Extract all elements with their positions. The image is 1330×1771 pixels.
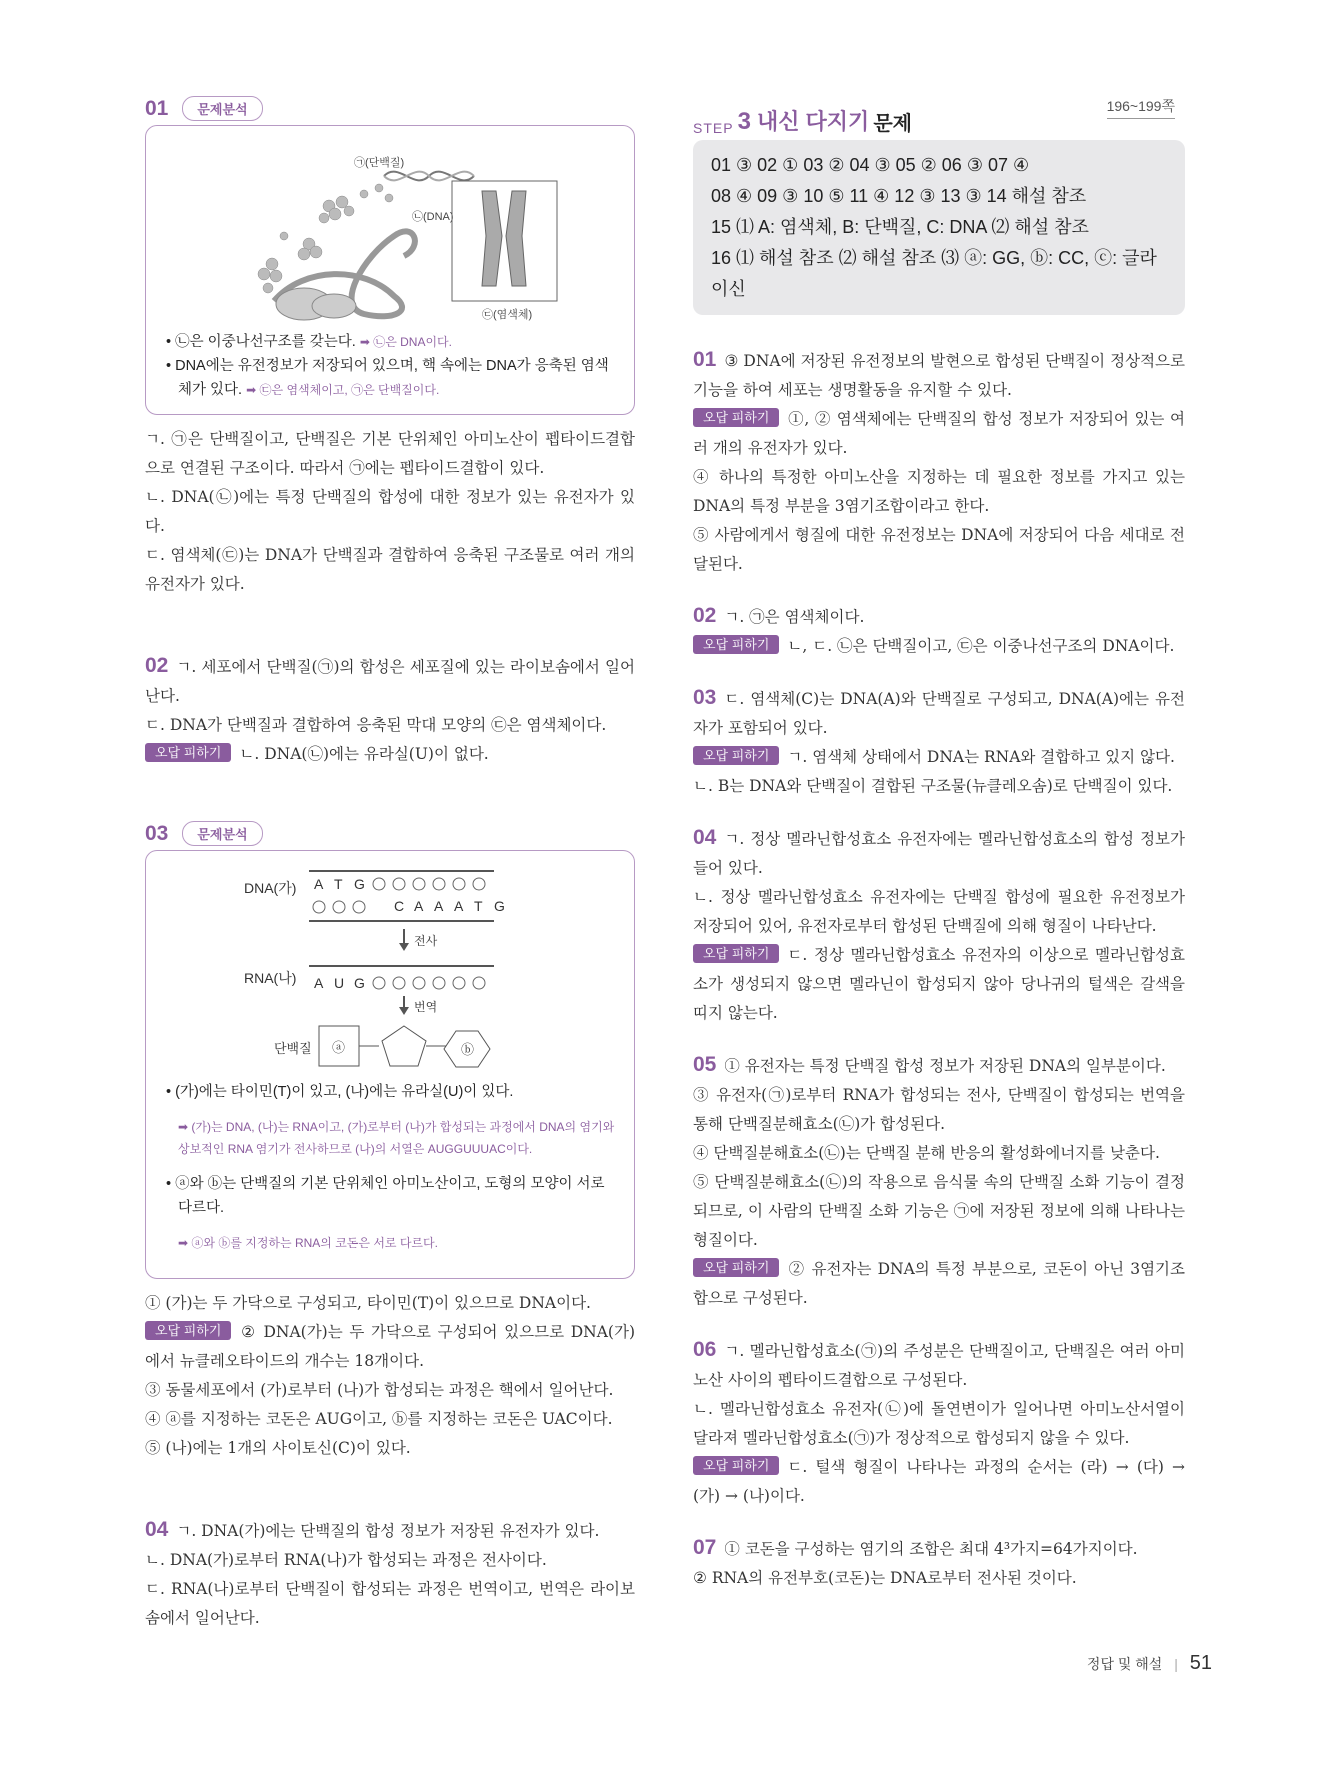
r-q06-number: 06	[693, 1338, 717, 1361]
arrow-head	[399, 1007, 409, 1015]
rna-base: A	[314, 975, 324, 991]
dna-base: G	[494, 898, 505, 914]
analysis-pill: 문제분석	[182, 821, 262, 846]
bullet-text: • DNA에는 유전정보가 저장되어 있으며, 핵 속에는 DNA가 응축된 염색체가 있다.	[166, 358, 609, 398]
r-q01-para-1	[693, 345, 1185, 405]
wrong-answer-tag: 오답 피하기	[693, 635, 779, 654]
dna-base: C	[394, 898, 405, 914]
wrong-answer-tag: 오답 피하기	[145, 1321, 231, 1340]
q02-number: 02	[145, 654, 169, 677]
q01-number: 01	[145, 96, 169, 120]
amino-b-mark: ⓑ	[461, 1042, 475, 1057]
dna-label: DNA(가)	[244, 880, 297, 896]
r-q05-avoid	[693, 1255, 1185, 1313]
footer-divider: |	[1174, 1656, 1178, 1672]
r-q07-para-1	[693, 1533, 1185, 1564]
dna-base: A	[314, 876, 324, 892]
q02-para-2: ㄷ. DNA가 단백질과 결합하여 응축된 막대 모양의 ㉢은 염색체이다.	[145, 716, 607, 734]
r-q03-text: ㄷ. 염색체(C)는 DNA(A)와 단백질로 구성되고, DNA(A)에는 유전자가 포함되어 있다.	[693, 690, 1185, 737]
answer-row: 15 ⑴ A: 염색체, B: 단백질, C: DNA ⑵ 해설 참조	[711, 217, 1089, 237]
q03-header	[145, 821, 635, 846]
solenoid	[276, 288, 356, 320]
footer-label: 정답 및 해설	[1086, 1656, 1163, 1672]
dna-base: T	[474, 898, 483, 914]
q02-text-1: ㄱ. 세포에서 단백질(㉠)의 합성은 세포질에 있는 라이보솜에서 일어난다.	[145, 658, 635, 705]
dna-base: T	[334, 876, 343, 892]
analysis-pill: 문제분석	[182, 96, 262, 121]
r-q01-para-4: ⑤ 사람에게서 형질에 대한 유전정보는 DNA에 저장되어 다음 세대로 전달된다.	[693, 526, 1185, 573]
r-q05-para-4: ⑤ 단백질분해효소(㉡)의 작용으로 음식물 속의 단백질 소화 기능이 결정되므로, 이 사람의 단백질 소화 기능은 ㉠에 저장된 정보에 의해 나타나는 형질이다.	[693, 1173, 1185, 1249]
r-q03-avoid	[693, 743, 1185, 772]
q01-bullet-1	[164, 330, 616, 354]
r-q04-para-1	[693, 823, 1185, 883]
wrong-answer-tag: 오답 피하기	[693, 1456, 779, 1475]
q03-bullet-1: • (가)에는 타이민(T)이 있고, (나)에는 유라실(U)이 있다.	[166, 1084, 514, 1100]
r-q05-text: ① 유전자는 특정 단백질 합성 정보가 저장된 DNA의 일부분이다.	[724, 1057, 1166, 1075]
rna-base: G	[354, 975, 365, 991]
bullet-note: ➡ ㉢은 염색체이고, ㉠은 단백질이다.	[246, 383, 440, 397]
dna-base: G	[354, 876, 365, 892]
q03-note-1: ➡ (가)는 DNA, (나)는 RNA이고, (가)로부터 (나)가 합성되는 과정에서 DNA의 염기와 상보적인 RNA 염기가 전사하므로 (나)의 서열은 AUGGUUUAC이다.	[178, 1120, 615, 1156]
q04-para-3: ㄷ. RNA(나)로부터 단백질이 합성되는 과정은 번역이고, 번역은 라이보솜에서 일어난다.	[145, 1580, 635, 1627]
r-q01-para-3: ④ 하나의 특정한 아미노산을 지정하는 데 필요한 정보를 가지고 있는 DNA의 특정 부분을 3염기조합이라고 한다.	[693, 468, 1185, 515]
r-q04-avoid-text: ㄷ. 정상 멜라닌합성효소 유전자의 이상으로 멜라닌합성효소가 생성되지 않으면 멜라닌이 합성되지 않아 당나귀의 털색은 갈색을 띠지 않는다.	[693, 946, 1185, 1022]
r-q07-para-2: ② RNA의 유전부호(코돈)는 DNA로부터 전사된 것이다.	[693, 1569, 1077, 1587]
q01-analysis-box	[145, 125, 635, 415]
q01-para-3: ㄷ. 염색체(㉢)는 DNA가 단백질과 결합하여 응축된 구조물로 여러 개의 유전자가 있다.	[145, 546, 635, 593]
chromosome-frame	[452, 181, 557, 301]
dna-base: A	[414, 898, 424, 914]
q02-avoid-text: ㄴ. DNA(㉡)에는 유라실(U)이 없다.	[239, 745, 489, 763]
r-q04-avoid	[693, 941, 1185, 1028]
r-q03-number: 03	[693, 686, 717, 709]
r-q06-avoid	[693, 1453, 1185, 1511]
r-q05-number: 05	[693, 1053, 717, 1076]
bullet-text: • ㉡은 이중나선구조를 갖는다.	[166, 334, 356, 350]
step-title-suffix: 문제	[873, 113, 912, 135]
page-number: 51	[1189, 1652, 1212, 1674]
r-q06-avoid-text: ㄷ. 털색 형질이 나타나는 과정의 순서는 (라) → (다) → (가) → (나)이다.	[693, 1458, 1185, 1505]
r-q06-para-2: ㄴ. 멜라닌합성효소 유전자(㉡)에 돌연변이가 일어나면 아미노산서열이 달라져 멜라닌합성효소(㉠)가 정상적으로 합성되지 않을 수 있다.	[693, 1400, 1185, 1447]
wrong-answer-tag: 오답 피하기	[693, 944, 779, 963]
r-q01-text: ③ DNA에 저장된 유전정보의 발현으로 합성된 단백질이 정상적으로 기능을 하여 세포는 생명활동을 유지할 수 있다.	[693, 352, 1185, 399]
q04-text-1: ㄱ. DNA(가)에는 단백질의 합성 정보가 저장된 유전자가 있다.	[176, 1522, 600, 1540]
chromosome-shape	[482, 191, 526, 286]
transcription-label: 전사	[414, 934, 438, 948]
transcription-figure	[164, 861, 614, 1076]
label-dna: ㉡(DNA)	[412, 211, 454, 223]
r-q03-para-3: ㄴ. B는 DNA와 단백질이 결합된 구조물(뉴클레오솜)로 단백질이 있다.	[693, 777, 1173, 795]
r-q02-para-1	[693, 601, 1185, 632]
step-header	[693, 96, 1185, 136]
q03-bullet-2: • ⓐ와 ⓑ는 단백질의 기본 단위체인 아미노산이고, 도형의 모양이 서로 다르다.	[166, 1176, 605, 1216]
q03-para-3: ③ 동물세포에서 (가)로부터 (나)가 합성되는 과정은 핵에서 일어난다.	[145, 1381, 614, 1399]
answer-key-box	[693, 140, 1185, 315]
rna-empty-bases	[373, 977, 485, 989]
q04-para-1	[145, 1515, 635, 1546]
left-column	[145, 96, 635, 1633]
dna-base: A	[434, 898, 444, 914]
q03-note-2: ➡ ⓐ와 ⓑ를 지정하는 RNA의 코돈은 서로 다르다.	[178, 1236, 438, 1250]
step-number: 3	[737, 108, 751, 135]
r-q02-text: ㄱ. ㉠은 염색체이다.	[724, 608, 865, 626]
wrong-answer-tag: 오답 피하기	[693, 746, 779, 765]
r-q05-para-1	[693, 1050, 1185, 1081]
r-q03-avoid-text: ㄱ. 염색체 상태에서 DNA는 RNA와 결합하고 있지 않다.	[787, 748, 1175, 766]
r-q03-para-1	[693, 683, 1185, 743]
protein-label: 단백질	[274, 1041, 312, 1056]
q03-number: 03	[145, 821, 169, 845]
r-q01-number: 01	[693, 348, 717, 371]
wrong-answer-tag: 오답 피하기	[693, 408, 779, 427]
r-q02-number: 02	[693, 604, 717, 627]
r-q01-avoid-text: ①, ② 염색체에는 단백질의 합성 정보가 저장되어 있는 여러 개의 유전자가 있다.	[693, 410, 1185, 457]
page-footer	[1087, 1652, 1212, 1675]
q02-avoid	[145, 740, 635, 769]
answer-row: 08 ④ 09 ③ 10 ⑤ 11 ④ 12 ③ 13 ③ 14 해설 참조	[711, 186, 1087, 206]
q03-avoid-text: ② DNA(가)는 두 가닥으로 구성되어 있으므로 DNA(가)에서 뉴클레오타이드의 개수는 18개이다.	[145, 1323, 635, 1370]
wrong-answer-tag: 오답 피하기	[145, 743, 231, 762]
r-q05-avoid-text: ② 유전자는 DNA의 특정 부분으로, 코돈이 아닌 3염기조합으로 구성된다.	[693, 1260, 1185, 1307]
r-q06-text: ㄱ. 멜라닌합성효소(㉠)의 주성분은 단백질이고, 단백질은 여러 아미노산 사이의 펩타이드결합으로 구성된다.	[693, 1342, 1185, 1389]
arrow-head	[399, 943, 409, 951]
q01-bullet-2	[164, 354, 616, 402]
q01-para-2: ㄴ. DNA(㉡)에는 특정 단백질의 합성에 대한 정보가 있는 유전자가 있다.	[145, 488, 635, 535]
dna-base: A	[454, 898, 464, 914]
rna-label: RNA(나)	[244, 970, 297, 986]
q03-avoid	[145, 1318, 635, 1376]
r-q02-avoid	[693, 632, 1185, 661]
amino-a-mark: ⓐ	[332, 1040, 346, 1055]
page-range: 196~199쪽	[1107, 96, 1175, 119]
dna-chromosome-figure	[164, 136, 614, 326]
r-q07-number: 07	[693, 1536, 717, 1559]
r-q05-para-2: ③ 유전자(㉠)로부터 RNA가 합성되는 전사, 단백질이 합성되는 번역을 통해 단백질분해효소(㉡)가 합성된다.	[693, 1086, 1185, 1133]
q01-para-1: ㄱ. ㉠은 단백질이고, 단백질은 기본 단위체인 아미노산이 펩타이드결합으로 연결된 구조이다. 따라서 ㉠에는 펩타이드결합이 있다.	[145, 430, 635, 477]
bullet-note: ➡ ㉡은 DNA이다.	[359, 335, 452, 349]
q03-para-4: ④ ⓐ를 지정하는 코돈은 AUG이고, ⓑ를 지정하는 코돈은 UAC이다.	[145, 1410, 613, 1428]
q03-para-5: ⑤ (나)에는 1개의 사이토신(C)이 있다.	[145, 1439, 411, 1457]
label-protein: ㉠(단백질)	[354, 157, 405, 169]
r-q04-number: 04	[693, 826, 717, 849]
wrong-answer-tag: 오답 피하기	[693, 1258, 779, 1277]
r-q06-para-1	[693, 1335, 1185, 1395]
q03-para-1: ① (가)는 두 가닥으로 구성되고, 타이민(T)이 있으므로 DNA이다.	[145, 1294, 591, 1312]
q01-header	[145, 96, 635, 121]
r-q02-avoid-text: ㄴ, ㄷ. ㉡은 단백질이고, ㉢은 이중나선구조의 DNA이다.	[787, 637, 1175, 655]
step-title: 내신 다지기	[756, 109, 870, 134]
q03-analysis-box	[145, 850, 635, 1279]
label-chromosome: ㉢(염색체)	[482, 309, 533, 321]
step-label: STEP	[693, 120, 734, 136]
amino-acid-pentagon	[382, 1026, 426, 1066]
r-q05-para-3: ④ 단백질분해효소(㉡)는 단백질 분해 반응의 활성화에너지를 낮춘다.	[693, 1144, 1160, 1162]
q04-para-2: ㄴ. DNA(가)로부터 RNA(나)가 합성되는 과정은 전사이다.	[145, 1551, 547, 1569]
answer-row: 16 ⑴ 해설 참조 ⑵ 해설 참조 ⑶ ⓐ: GG, ⓑ: CC, ⓒ: 글라이신	[711, 248, 1157, 299]
r-q01-avoid	[693, 405, 1185, 463]
translation-label: 번역	[414, 1000, 438, 1014]
right-column	[693, 96, 1185, 1593]
q04-number: 04	[145, 1518, 169, 1541]
r-q04-para-2: ㄴ. 정상 멜라닌합성효소 유전자에는 단백질 합성에 필요한 유전정보가 저장되어 있어, 유전자로부터 합성된 단백질에 의해 형질이 나타난다.	[693, 888, 1185, 935]
answer-row: 01 ③ 02 ① 03 ② 04 ③ 05 ② 06 ③ 07 ④	[711, 155, 1030, 175]
r-q04-text: ㄱ. 정상 멜라닌합성효소 유전자에는 멜라닌합성효소의 합성 정보가 들어 있다.	[693, 830, 1185, 877]
q02-para-1	[145, 651, 635, 711]
rna-base: U	[334, 975, 345, 991]
r-q07-text: ① 코돈을 구성하는 염기의 조합은 최대 4³가지=64가지이다.	[724, 1540, 1138, 1558]
